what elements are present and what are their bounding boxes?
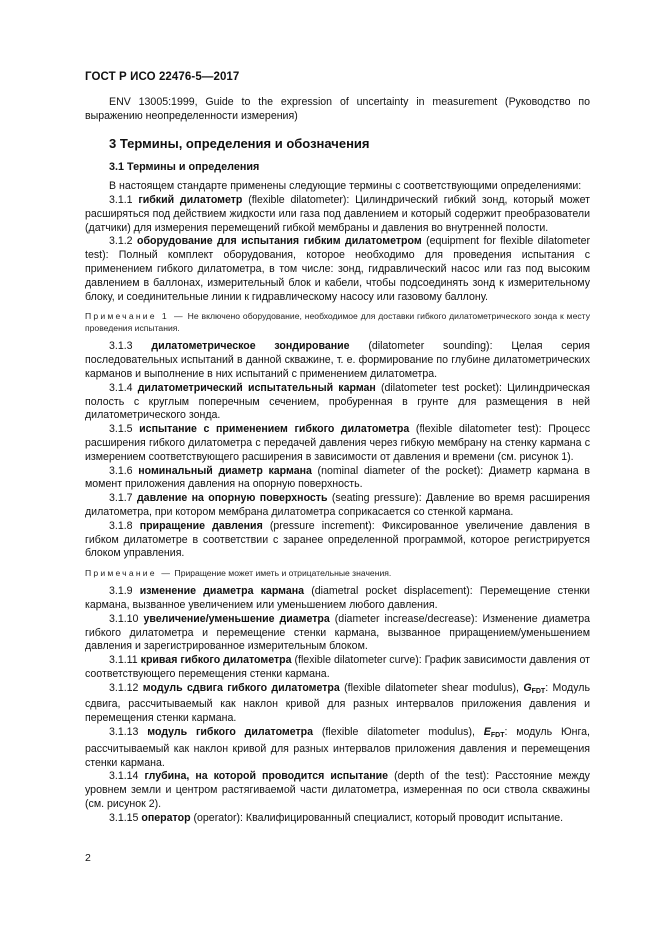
- term-name: оборудование для испытания гибким дилатометром: [136, 235, 422, 248]
- term-name: увеличение/уменьшение диаметра: [143, 612, 330, 625]
- document-header: ГОСТ Р ИСО 22476-5—2017: [85, 71, 240, 83]
- term-name: глубина, на которой проводится испытание: [144, 770, 389, 783]
- term-entry: [85, 340, 590, 381]
- term-definition: : модуль Юнга, рассчитываемый как наклон кривой для разных интервалов приложения давления и перемещения стенки кармана.: [85, 726, 590, 769]
- term-number: 3.1.2: [109, 235, 133, 248]
- term-english: (dilatometer sounding):: [368, 340, 493, 353]
- term-entry: [85, 492, 590, 520]
- term-english: (pressure increment):: [269, 519, 375, 532]
- term-number: 3.1.8: [109, 519, 133, 532]
- term-name: кривая гибкого дилатометра: [140, 654, 292, 667]
- term-english: (flexible dilatometer test):: [415, 423, 542, 436]
- term-name: дилатометрический испытательный карман: [137, 381, 376, 394]
- term-number: 3.1.11: [109, 654, 138, 667]
- term-entry: [85, 654, 590, 682]
- subsection-heading: 3.1 Термины и определения: [109, 161, 260, 174]
- term-symbol: G: [523, 681, 532, 694]
- term-english: (dilatometer test pocket):: [380, 381, 502, 394]
- term-definition: Расстояние между уровнем земли и центром растягиваемой части дилатометра, измеренная по оси ствола скважины (см. рисунок 2).: [85, 770, 590, 811]
- document-body: [85, 96, 590, 826]
- term-entry: [85, 520, 590, 561]
- term-english: (nominal diameter of the pocket):: [317, 464, 484, 477]
- term-entry: [85, 770, 590, 811]
- term-entry: [85, 235, 590, 304]
- term-english: (flexible dilatometer):: [248, 193, 350, 206]
- term-definition: Цилиндрический гибкий зонд, который может расширяться под действием жидкости или газа под давлением и который содержит преобразователи (датчики) для измерения перемещений гибкой мембраны и давления во внутренней полости.: [85, 193, 590, 234]
- term-entry: [85, 812, 590, 826]
- term-definition: : Модуль сдвига, рассчитываемый как наклон кривой для разных интервалов приложения давления и перемещения стенки кармана.: [85, 681, 590, 725]
- reference-entry: ENV 13005:1999, Guide to the expression of uncertainty in measurement (Руководство по выражению неопределенности измерения): [85, 96, 590, 122]
- term-number: 3.1.14: [109, 770, 139, 783]
- term-english: (flexible dilatometer shear modulus),: [344, 681, 519, 694]
- term-definition: Фиксированное увеличение давления в гибком дилатометре в соответствии с заранее определенной программой, которое регистрируется блоком управления.: [85, 519, 590, 560]
- term-entry: [85, 613, 590, 654]
- term-english: (seating pressure):: [331, 492, 422, 505]
- term-english: (diameter increase/decrease):: [334, 612, 478, 625]
- note-text: Приращение может иметь и отрицательные значения.: [174, 568, 392, 579]
- term-english: (equipment for flexible dilatometer test):: [85, 235, 591, 262]
- note: [85, 310, 590, 334]
- term-entry: [85, 423, 590, 464]
- term-number: 3.1.12: [109, 681, 139, 694]
- term-number: 3.1.9: [109, 585, 133, 598]
- term-number: 3.1.7: [109, 492, 133, 505]
- note-label: Примечание 1 —: [85, 311, 185, 322]
- term-english: (flexible dilatometer modulus),: [321, 726, 475, 739]
- term-definition: Процесс расширения гибкого дилатометра с передачей давления через гибкую мембрану на стенку кармана с измерением соответствующего расширения в зависимости от давления и времени (см. рисунок 1).: [85, 423, 591, 463]
- term-number: 3.1.6: [109, 464, 133, 477]
- term-name: оператор: [141, 811, 191, 824]
- term-entry: [85, 585, 590, 613]
- note-text: Не включено оборудование, необходимое для доставки гибкого дилатометрического зонда к месту проведения испытания.: [85, 311, 590, 334]
- term-name: дилатометрическое зондирование: [151, 340, 350, 353]
- term-number: 3.1.13: [109, 726, 139, 739]
- term-number: 3.1.3: [109, 340, 133, 353]
- term-entry: [85, 726, 590, 770]
- term-name: испытание с применением гибкого дилатометра: [139, 423, 410, 436]
- term-definition: Полный комплект оборудования, которое необходимо для проведения испытания с применением гибкого дилатометра, в том числе: зонд, гидравлический насос или газ под высоким давлением в баллонах, измерительный блок и кабели, чтобы подсоединять зонд к измерительному блоку, и соединительные линии к гидравлическому насосу или газовому баллону.: [85, 249, 590, 303]
- term-number: 3.1.10: [109, 612, 139, 625]
- term-number: 3.1.1: [109, 193, 133, 206]
- term-symbol-subscript: FDT: [531, 687, 546, 695]
- term-name: модуль сдвига гибкого дилатометра: [142, 681, 340, 694]
- term-definition: Цилиндрическая полость с круглым поперечным сечением, пробуренная в грунте для размещения в ней дилатометрического зонда.: [85, 381, 590, 422]
- term-name: давление на опорную поверхность: [136, 492, 328, 505]
- page-number: 2: [85, 852, 91, 864]
- term-name: модуль гибкого дилатометра: [147, 726, 314, 739]
- term-english: (diametral pocket displacement):: [311, 585, 473, 598]
- term-name: гибкий дилатометр: [138, 193, 243, 206]
- term-name: приращение давления: [139, 519, 263, 532]
- term-english: (flexible dilatometer curve):: [294, 654, 422, 667]
- term-definition: Квалифицированный специалист, который проводит испытание.: [245, 811, 564, 824]
- term-definition: График зависимости давления от соответствующего перемещения стенки кармана.: [85, 654, 591, 680]
- term-definition: Целая серия последовательных испытаний в данной скважине, т. е. формирование по глубине дилатометрических карманов и выполнение в них испытаний с применением дилатометра.: [85, 340, 591, 380]
- term-definition: Диаметр кармана в момент приложения давления на опорную поверхность.: [85, 464, 590, 491]
- term-definition: Изменение диаметра гибкого дилатометра и перемещение стенки кармана, вызванное приращением/уменьшением давления и зарегистрированное измерительным блоком.: [85, 612, 590, 653]
- term-entry: [85, 682, 590, 726]
- section-heading: 3 Термины, определения и обозначения: [109, 135, 370, 151]
- term-number: 3.1.5: [109, 423, 133, 436]
- term-english: (depth of the test):: [394, 770, 490, 783]
- term-number: 3.1.4: [109, 381, 133, 394]
- term-name: номинальный диаметр кармана: [138, 464, 312, 477]
- term-symbol: E: [483, 726, 491, 739]
- term-definition: Давление во время расширения дилатометра, при котором мембрана дилатометра соприкасается со стенкой кармана.: [85, 492, 590, 518]
- term-entry: [85, 465, 590, 493]
- term-english: (operator):: [193, 811, 243, 824]
- note: [85, 567, 590, 579]
- term-entry: [85, 194, 590, 235]
- term-entry: [85, 382, 590, 423]
- intro-paragraph: В настоящем стандарте применены следующие термины с соответствующими определениями:: [109, 180, 582, 193]
- note-label: Примечание —: [85, 568, 173, 579]
- term-definition: Перемещение стенки кармана, вызванное увеличением или уменьшением любого давления.: [85, 585, 590, 611]
- term-name: изменение диаметра кармана: [139, 585, 305, 598]
- term-symbol-subscript: FDT: [490, 732, 505, 740]
- term-number: 3.1.15: [109, 811, 139, 824]
